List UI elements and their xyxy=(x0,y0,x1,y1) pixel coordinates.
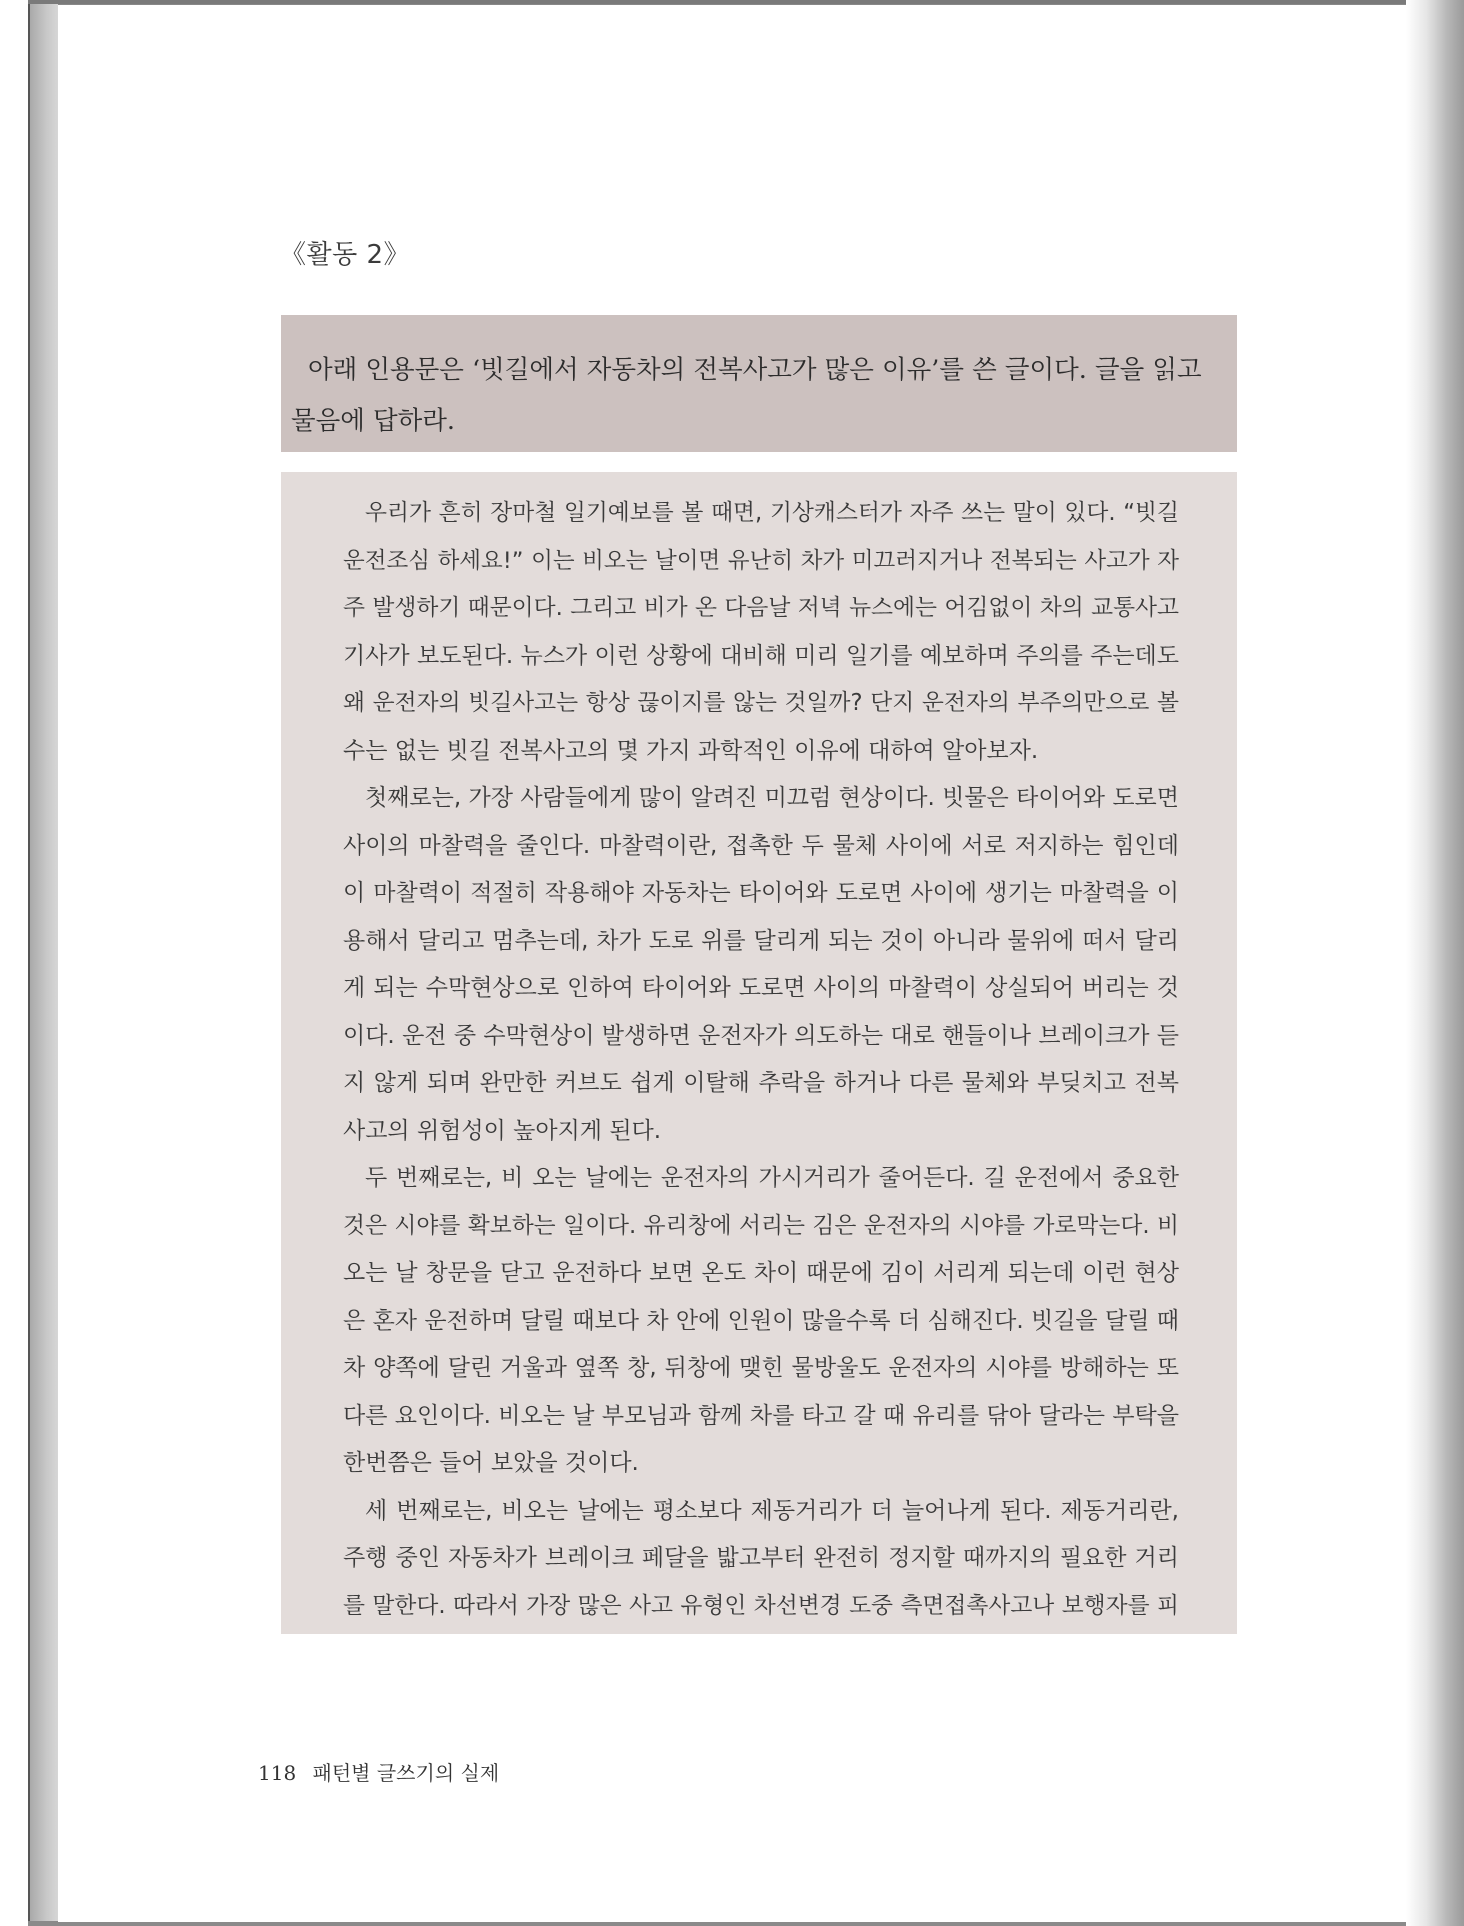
page-footer xyxy=(258,1757,499,1786)
prompt-box xyxy=(281,315,1237,452)
passage-line: 를 말한다. 따라서 가장 많은 사고 유형인 차선변경 도중 측면접촉사고나 보행자를 피 xyxy=(343,1593,1179,1619)
passage-line: 게 되는 수막현상으로 인하여 타이어와 도로면 사이의 마찰력이 상실되어 버리는 것 xyxy=(343,975,1179,1001)
passage-line: 첫째로는, 가장 사람들에게 많이 알려진 미끄럼 현상이다. 빗물은 타이어와 도로면 xyxy=(365,785,1179,811)
passage-line: 왜 운전자의 빗길사고는 항상 끊이지를 않는 것일까? 단지 운전자의 부주의만으로 볼 xyxy=(343,690,1179,716)
book-title: 패턴별 글쓰기의 실제 xyxy=(312,1761,500,1785)
passage-line: 주 발생하기 때문이다. 그리고 비가 온 다음날 저녁 뉴스에는 어김없이 차의 교통사고 xyxy=(343,595,1179,621)
passage-line: 두 번째로는, 비 오는 날에는 운전자의 가시거리가 줄어든다. 길 운전에서 중요한 xyxy=(365,1165,1179,1191)
quoted-passage xyxy=(281,472,1237,1634)
activity-heading: 《활동 2》 xyxy=(280,240,411,270)
passage-line: 한번쯤은 들어 보았을 것이다. xyxy=(343,1450,639,1476)
passage-line: 기사가 보도된다. 뉴스가 이런 상황에 대비해 미리 일기를 예보하며 주의를 주는데도 xyxy=(343,643,1179,669)
passage-line: 사고의 위험성이 높아지게 된다. xyxy=(343,1118,662,1144)
passage-line: 차 양쪽에 달린 거울과 옆쪽 창, 뒤창에 맺힌 물방울도 운전자의 시야를 방해하는 또 xyxy=(343,1355,1179,1381)
prompt-text xyxy=(291,345,1215,447)
page-edge-shadow xyxy=(1406,0,1464,1926)
passage-line: 은 혼자 운전하며 달릴 때보다 차 안에 인원이 많을수록 더 심해진다. 빗길을 달릴 때 xyxy=(343,1308,1179,1334)
page-number: 118 xyxy=(258,1761,297,1785)
passage-line: 이다. 운전 중 수막현상이 발생하면 운전자가 의도하는 대로 핸들이나 브레이크가 듣 xyxy=(343,1023,1179,1049)
passage-line: 주행 중인 자동차가 브레이크 페달을 밟고부터 완전히 정지할 때까지의 필요한 거리 xyxy=(343,1545,1179,1571)
passage-line: 오는 날 창문을 닫고 운전하다 보면 온도 차이 때문에 김이 서리게 되는데 이런 현상 xyxy=(343,1260,1179,1286)
passage-line: 수는 없는 빗길 전복사고의 몇 가지 과학적인 이유에 대하여 알아보자. xyxy=(343,738,1039,764)
passage-line: 우리가 흔히 장마철 일기예보를 볼 때면, 기상캐스터가 자주 쓰는 말이 있다. “빗길 xyxy=(365,500,1179,526)
passage-line: 사이의 마찰력을 줄인다. 마찰력이란, 접촉한 두 물체 사이에 서로 저지하는 힘인데 xyxy=(343,833,1179,859)
passage-line: 세 번째로는, 비오는 날에는 평소보다 제동거리가 더 늘어나게 된다. 제동거리란, xyxy=(365,1498,1179,1524)
passage-line: 다른 요인이다. 비오는 날 부모님과 함께 차를 타고 갈 때 유리를 닦아 달라는 부탁을 xyxy=(343,1403,1179,1429)
passage-line: 이 마찰력이 적절히 작용해야 자동차는 타이어와 도로면 사이에 생기는 마찰력을 이 xyxy=(343,880,1179,906)
passage-line: 용해서 달리고 멈추는데, 차가 도로 위를 달리게 되는 것이 아니라 물위에 떠서 달리 xyxy=(343,928,1179,954)
passage-line: 것은 시야를 확보하는 일이다. 유리창에 서리는 김은 운전자의 시야를 가로막는다. 비 xyxy=(343,1213,1179,1239)
book-spine xyxy=(28,4,60,1922)
passage-line: 운전조심 하세요!” 이는 비오는 날이면 유난히 차가 미끄러지거나 전복되는 사고가 자 xyxy=(343,548,1179,574)
prompt-line-2: 물음에 답하라. xyxy=(291,406,456,436)
prompt-line-1: 아래 인용문은 ‘빗길에서 자동차의 전복사고가 많은 이유’를 쓴 글이다. 글을 읽고 xyxy=(308,355,1202,385)
passage-line: 지 않게 되며 완만한 커브도 쉽게 이탈해 추락을 하거나 다른 물체와 부딪치고 전복 xyxy=(343,1070,1179,1096)
